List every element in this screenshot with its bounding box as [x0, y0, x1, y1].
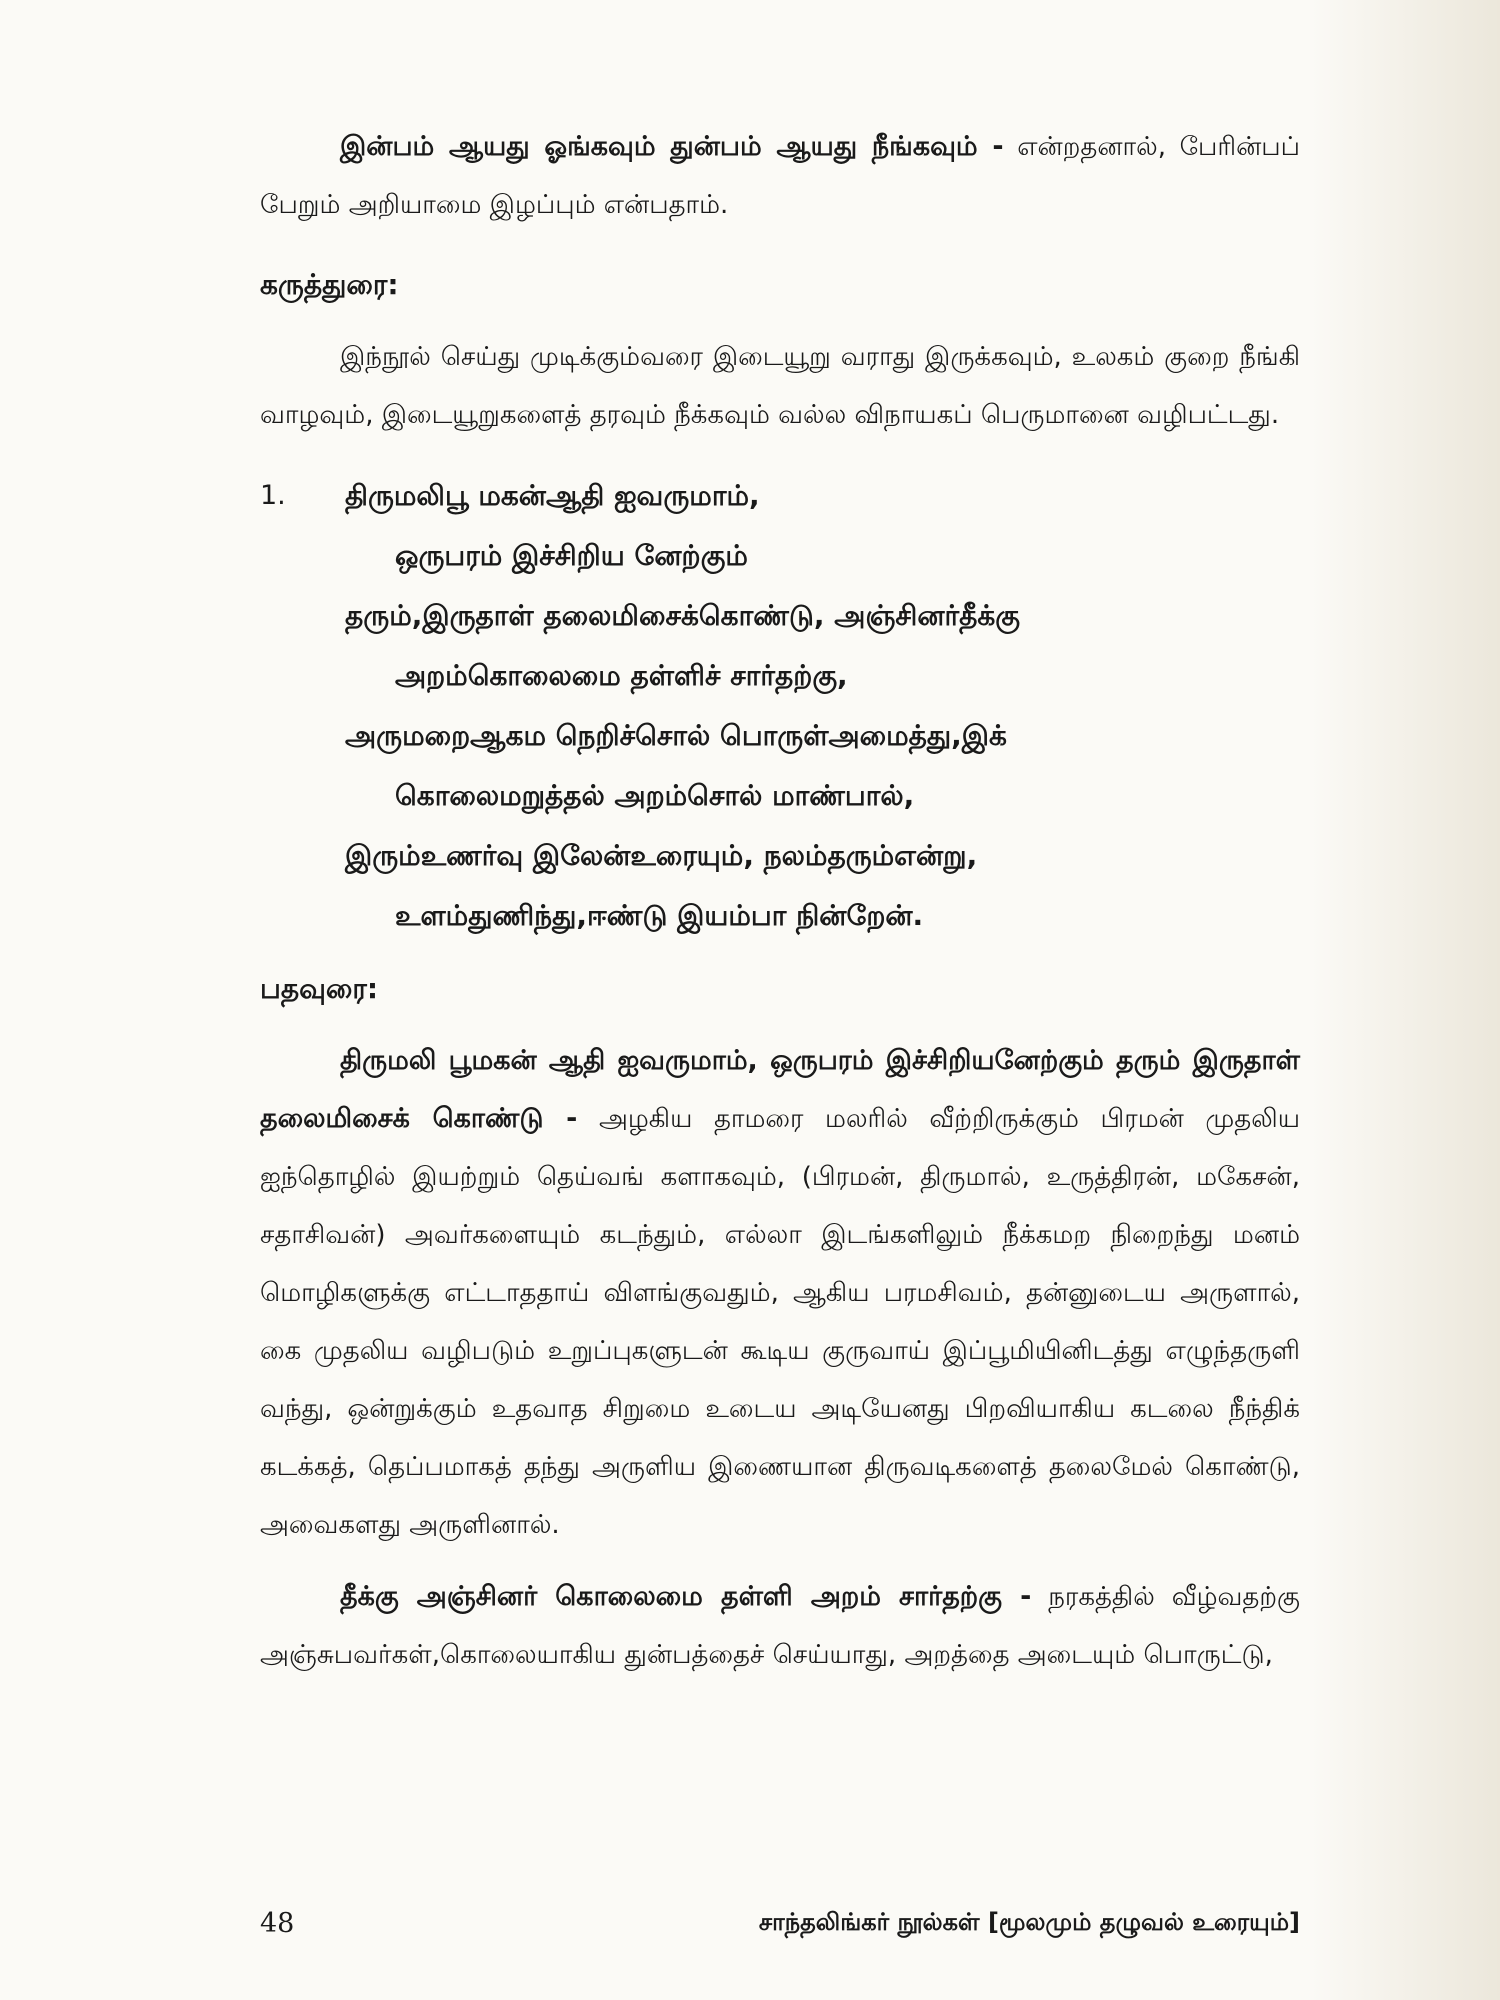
padavurai-para1-lead: திருமலி பூமகன் ஆதி ஐவருமாம், ஒருபரம் இச்சிறியனேற்கும் தரும் இருதாள் தலைமிசைக் கொண்டு - — [260, 1045, 1300, 1134]
verse-line-3: தரும்,இருதாள் தலைமிசைக்கொண்டு, அஞ்சினர்தீக்கு — [345, 599, 1020, 632]
padavurai-para2-text: நரகத்தில் வீழ்வதற்கு அஞ்சுபவர்கள்,கொலையாகிய துன்பத்தைச் செய்யாது, அறத்தை அடையும் பொருட்டு, — [260, 1582, 1300, 1670]
verse-line-1: திருமலிபூ மகன்ஆதி ஐவருமாம், — [345, 479, 760, 512]
karuthurai-paragraph: இந்நூல் செய்து முடிக்கும்வரை இடையூறு வராது இருக்கவும், உலகம் குறை நீங்கி வாழவும், இடையூறுகளைத் தரவும் நீக்கவும் வல்ல விநாயகப் பெருமானை வழிபட்டது. — [260, 342, 1300, 430]
padavurai-para2-lead: தீக்கு அஞ்சினர் கொலைமை தள்ளி அறம் சார்தற்கு - — [340, 1581, 1032, 1612]
padavurai-paragraph-2 — [260, 1568, 1300, 1684]
intro-paragraph — [260, 118, 1300, 234]
page-footer — [260, 1908, 1300, 1948]
intro-lead: இன்பம் ஆயது ஓங்கவும் துன்பம் ஆயது நீங்கவும் - — [340, 131, 1004, 162]
padavurai-paragraph-1 — [260, 1032, 1300, 1554]
verse-line-2: ஒருபரம் இச்சிறிய னேற்கும் — [395, 539, 748, 572]
page-content — [260, 118, 1300, 1684]
verse-line-5: அருமறைஆகம நெறிச்சொல் பொருள்அமைத்து,இக் — [345, 719, 1007, 752]
verse-line-7: இரும்உணர்வு இலேன்உரையும், நலம்தரும்என்று, — [345, 839, 978, 872]
verse-line-4: அறம்கொலைமை தள்ளிச் சார்தற்கு, — [395, 659, 848, 692]
verse-number: 1. — [260, 480, 286, 511]
padavurai-para1-text: அழகிய தாமரை மலரில் வீற்றிருக்கும் பிரமன் முதலிய ஐந்தொழில் இயற்றும் தெய்வங் களாகவும், (பிரமன், திருமால், உருத்திரன், மகேசன், சதாசிவன்) அவர்களையும் கடந்தும், எல்லா இடங்களிலும் நீக்கமற நிறைந்து மனம் மொழிகளுக்கு எட்டாததாய் விளங்குவதும், ஆகிய பரமசிவம், தன்னுடைய அருளால், கை முதலிய வழிபடும் உறுப்புகளுடன் கூடிய குருவாய் இப்பூமியினிடத்து எழுந்தருளி வந்து, ஒன்றுக்கும் உதவாத சிறுமை உடைய அடியேனது பிறவியாகிய கடலை நீந்திக் கடக்கத், தெப்பமாகத் தந்து அருளிய இணையான திருவடிகளைத் தலைமேல் கொண்டு, அவைகளது அருளினால். — [260, 1104, 1300, 1540]
verse-block — [260, 466, 1300, 946]
verse-line-6: கொலைமறுத்தல் அறம்சொல் மாண்பால், — [395, 779, 915, 812]
intro-text: என்றதனால், பேரின்பப் பேறும் அறியாமை இழப்பும் என்பதாம். — [260, 132, 1300, 220]
karuthurai-heading: கருத்துரை: — [260, 268, 399, 301]
book-title: சாந்தலிங்கர் நூல்கள் [மூலமும் தழுவல் உரையும்] — [758, 1908, 1300, 1936]
page-edge-shadow — [1310, 0, 1500, 2000]
page-number: 48 — [260, 1908, 295, 1939]
verse-line-8: உளம்துணிந்து,ஈண்டு இயம்பா நின்றேன். — [395, 899, 924, 932]
padavurai-heading: பதவுரை: — [260, 972, 379, 1005]
